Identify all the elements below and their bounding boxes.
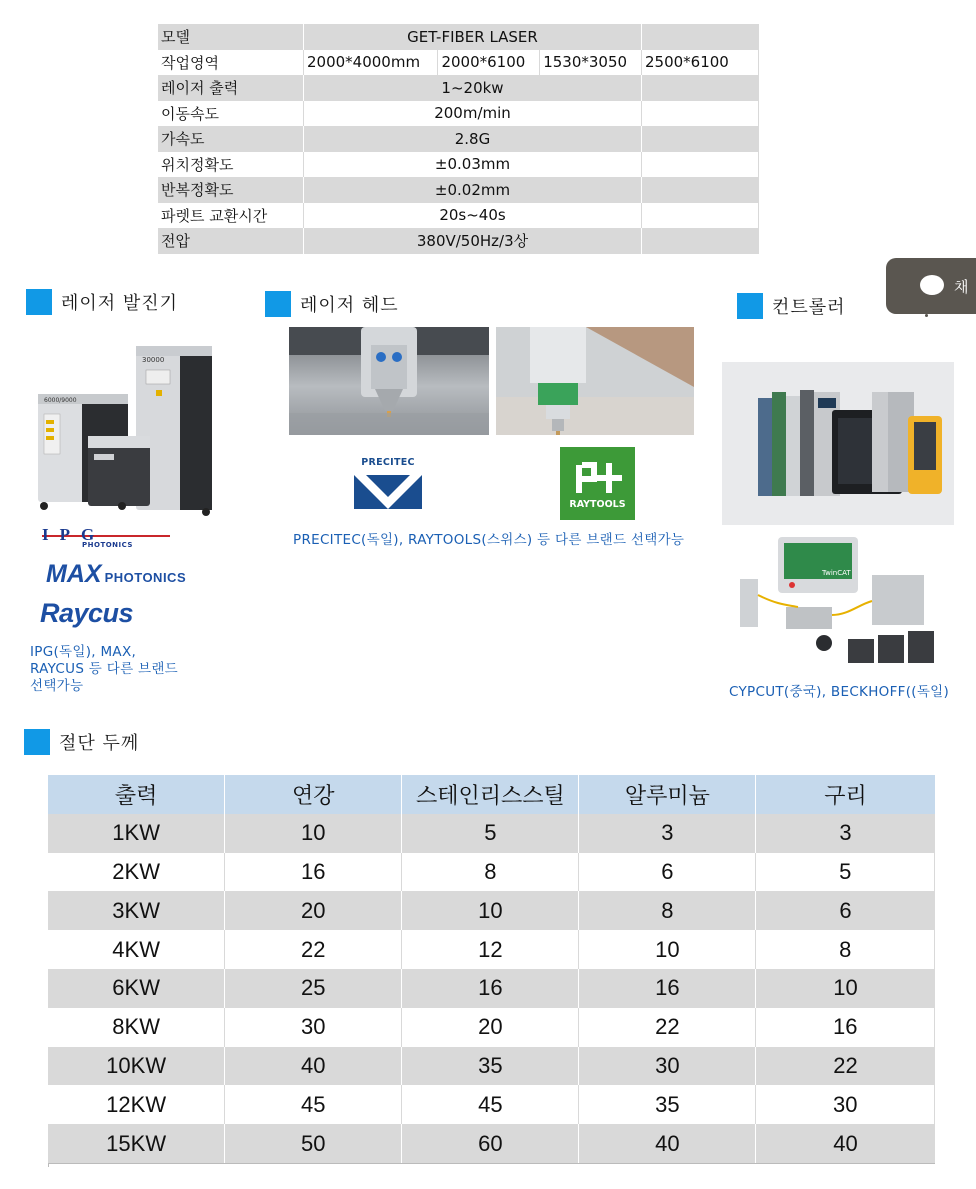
- spec-table: [158, 24, 759, 254]
- spec-area-1: 2000*4000mm: [304, 50, 438, 76]
- twincat-label: TwinCAT: [822, 569, 851, 577]
- table-cell: 40: [756, 1124, 935, 1163]
- spec-row-pallet-time: [158, 203, 759, 229]
- spec-value: 20s~40s: [304, 203, 642, 229]
- column-header: 출력: [48, 775, 225, 814]
- table-row: [48, 1085, 935, 1124]
- table-cell: 35: [579, 1085, 756, 1124]
- cutting-thickness-table: [48, 775, 935, 1164]
- table-cell: 45: [225, 1085, 402, 1124]
- spec-row-power: [158, 75, 759, 101]
- table-cell: 22: [756, 1047, 935, 1086]
- spec-label: 가속도: [158, 126, 304, 152]
- table-cell: 25: [225, 969, 402, 1008]
- table-cell: 6KW: [48, 969, 225, 1008]
- raycus-logo: Raycus: [40, 598, 134, 628]
- spec-row-voltage: [158, 228, 759, 254]
- precitec-logo: PRECITEC: [348, 443, 428, 520]
- table-cell: 5: [402, 814, 579, 853]
- spec-row-area: [158, 50, 759, 76]
- section-square-icon: [265, 291, 291, 317]
- table-cell: 10: [579, 930, 756, 969]
- section-title: 레이저 헤드: [300, 295, 399, 316]
- table-row: [48, 853, 935, 892]
- table-cell: 60: [402, 1124, 579, 1163]
- ipg-logo: IPG PHOTONICS: [42, 522, 170, 552]
- table-cell: 12KW: [48, 1085, 225, 1124]
- spec-area-4: 2500*6100: [642, 50, 759, 76]
- table-cell: 20: [402, 1008, 579, 1047]
- table-row: [48, 1008, 935, 1047]
- table-cell: 22: [579, 1008, 756, 1047]
- spec-row-model: [158, 24, 759, 50]
- spec-label: 전압: [158, 228, 304, 254]
- controller-note: CYPCUT(중국), BECKHOFF((독일): [729, 684, 950, 700]
- table-cell: 15KW: [48, 1124, 225, 1163]
- table-cell: 22: [225, 930, 402, 969]
- table-header-row: [48, 775, 935, 814]
- laser-head-note: PRECITEC(독일), RAYTOOLS(스위스) 등 다른 브랜드 선택가능: [293, 532, 685, 548]
- unit-label-small: 6000/9000: [44, 397, 77, 404]
- max-photonics-logo: MAX PHOTONICS: [46, 560, 187, 588]
- table-cell: 12: [402, 930, 579, 969]
- table-cell: 30: [225, 1008, 402, 1047]
- raytools-logo: RAYTOOLS: [560, 447, 635, 520]
- spec-label: 이동속도: [158, 101, 304, 127]
- table-cell: 4KW: [48, 930, 225, 969]
- table-row: [48, 930, 935, 969]
- table-cell: 3KW: [48, 891, 225, 930]
- table-row: [48, 1047, 935, 1086]
- controller-image-1: [722, 362, 954, 525]
- table-cell: 8: [579, 891, 756, 930]
- table-cell: 16: [756, 1008, 935, 1047]
- spec-row-repeat-accuracy: [158, 177, 759, 203]
- spec-label: 모델: [158, 24, 304, 50]
- section-header-laser-source: [26, 289, 178, 315]
- section-header-controller: [737, 293, 846, 319]
- column-header: 연강: [225, 775, 402, 814]
- table-cell: 6: [756, 891, 935, 930]
- spec-label: 위치정확도: [158, 152, 304, 178]
- laser-source-image: [30, 340, 212, 522]
- spec-area-3: 1530*3050: [540, 50, 642, 76]
- table-cell: 10: [756, 969, 935, 1008]
- controller-image-2: [738, 535, 938, 673]
- table-cell: 40: [579, 1124, 756, 1163]
- table-row: [48, 891, 935, 930]
- table-cell: 5: [756, 853, 935, 892]
- table-cell: 10: [402, 891, 579, 930]
- section-header-thickness: [24, 729, 139, 755]
- table-cell: 30: [579, 1047, 756, 1086]
- section-header-laser-head: [265, 291, 399, 317]
- section-title: 절단 두께: [59, 733, 140, 754]
- spec-value: GET-FIBER LASER: [304, 24, 642, 50]
- spec-row-accel: [158, 126, 759, 152]
- section-title: 레이저 발진기: [61, 293, 179, 314]
- table-cell: 8: [402, 853, 579, 892]
- table-cell: 8: [756, 930, 935, 969]
- table-cell: 2KW: [48, 853, 225, 892]
- spec-label: 반복정확도: [158, 177, 304, 203]
- unit-label-large: 30000: [142, 356, 165, 364]
- table-cell: 35: [402, 1047, 579, 1086]
- table-cell: 16: [579, 969, 756, 1008]
- table-row: [48, 1124, 935, 1163]
- spec-value: ±0.02mm: [304, 177, 642, 203]
- table-cell: 3: [579, 814, 756, 853]
- section-square-icon: [737, 293, 763, 319]
- table-row: [48, 969, 935, 1008]
- spec-label: 작업영역: [158, 50, 304, 76]
- chat-bubble-icon: [920, 275, 944, 295]
- spec-value: 380V/50Hz/3상: [304, 228, 642, 254]
- table-cell: 3: [756, 814, 935, 853]
- table-cell: 45: [402, 1085, 579, 1124]
- spec-row-position-accuracy: [158, 152, 759, 178]
- section-square-icon: [24, 729, 50, 755]
- spec-value: 2.8G: [304, 126, 642, 152]
- table-cell: 40: [225, 1047, 402, 1086]
- table-cell: 16: [225, 853, 402, 892]
- spec-value: ±0.03mm: [304, 152, 642, 178]
- table-cell: 10: [225, 814, 402, 853]
- table-cell: 1KW: [48, 814, 225, 853]
- chat-button[interactable]: [886, 258, 976, 314]
- laser-source-note: IPG(독일), MAX, RAYCUS 등 다른 브랜드 선택가능: [30, 644, 179, 694]
- table-cell: 30: [756, 1085, 935, 1124]
- spec-value: 1~20kw: [304, 75, 642, 101]
- column-header: 스테인리스스틸: [402, 775, 579, 814]
- laser-head-image-2: [496, 327, 694, 435]
- section-title: 컨트롤러: [772, 297, 846, 318]
- chat-label: 채: [954, 278, 969, 296]
- table-row: [48, 814, 935, 853]
- spec-label: 파렛트 교환시간: [158, 203, 304, 229]
- table-cell: 10KW: [48, 1047, 225, 1086]
- spec-area-2: 2000*6100: [438, 50, 540, 76]
- column-header: 알루미늄: [579, 775, 756, 814]
- spec-label: 레이저 출력: [158, 75, 304, 101]
- table-cell: 8KW: [48, 1008, 225, 1047]
- table-cell: 50: [225, 1124, 402, 1163]
- table-cell: 16: [402, 969, 579, 1008]
- spec-value: 200m/min: [304, 101, 642, 127]
- table-cell: 20: [225, 891, 402, 930]
- spec-row-speed: [158, 101, 759, 127]
- column-header: 구리: [756, 775, 935, 814]
- section-square-icon: [26, 289, 52, 315]
- laser-head-image-1: [289, 327, 489, 435]
- table-cell: 6: [579, 853, 756, 892]
